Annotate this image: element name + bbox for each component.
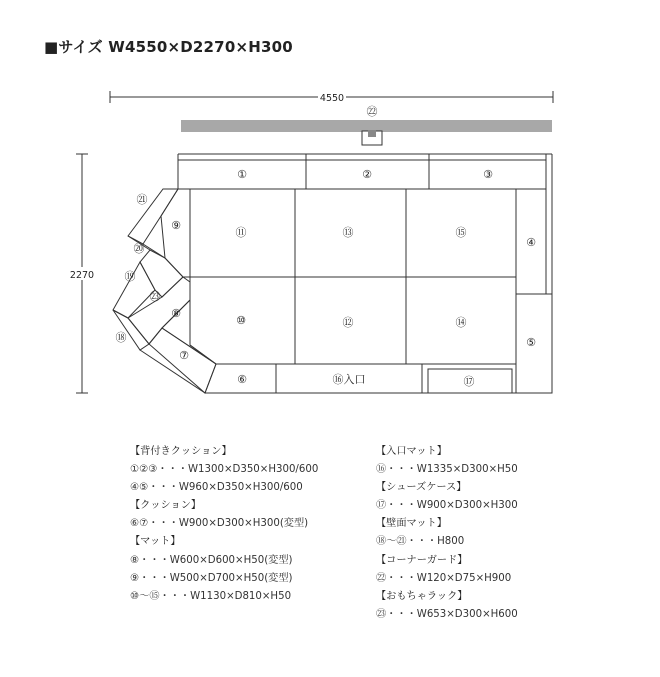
mat-10-number: ⑩ [236,314,246,327]
wall-mat-21 [128,189,178,244]
spec-line: ⑱～㉑・・・H800 [376,536,465,548]
spec-line: ⑧・・・W600×D600×H50(変型) [130,554,293,566]
spec-heading-mat: 【マット】 [130,536,181,548]
width-label: 4550 [319,93,345,104]
spec-line: ⑥⑦・・・W900×D300×H300(変型) [130,518,309,530]
cushion-1-number: ① [237,168,247,181]
wall-mat-18-number: ⑱ [115,331,127,344]
spec-line: ⑰・・・W900×D300×H300 [376,500,518,512]
shoe-case-number: ⑰ [463,375,475,388]
spec-line: ㉒・・・W120×D75×H900 [376,572,512,584]
spec-line: ④⑤・・・W960×D350×H300/600 [130,482,303,494]
corner-guard-bar [181,120,552,132]
specs-right-list [376,443,518,624]
spec-heading-entrance-mat: 【入口マット】 [376,446,447,457]
cushion-5-number: ⑤ [526,336,536,349]
mat-9-number: ⑨ [171,219,181,232]
wall-mat-21-number: ㉑ [136,193,148,206]
spec-line: ㉓・・・W653×D300×H600 [376,608,518,620]
spec-heading-cushion: 【クッション】 [130,500,202,512]
mat-11-number: ⑪ [235,226,247,239]
mat-14-number: ⑭ [455,316,467,329]
cushion-4-number: ④ [526,236,536,249]
spec-heading-wall-mat: 【壁面マット】 [376,518,447,530]
cushion-2-number: ② [362,168,372,181]
cushion-6-number: ⑥ [237,373,247,386]
mat-9 [161,189,190,277]
spec-heading-back-cushion: 【背付きクッション】 [130,446,232,457]
spec-line: ⑯・・・W1335×D300×H50 [376,464,518,476]
spec-line: ⑨・・・W500×D700×H50(変型) [130,572,293,584]
cushion-7-number: ⑦ [179,349,189,362]
toy-rack-number: ㉓ [149,290,161,303]
mat-15-number: ⑮ [455,226,467,239]
spec-line: ①②③・・・W1300×D350×H300/600 [130,464,319,476]
depth-label: 2270 [69,270,95,281]
page-title: ■サイズ W4550×D2270×H300 [44,38,293,56]
wall-mat-20-number: ⑳ [133,242,145,255]
wall-mat-19-number: ⑲ [124,270,136,283]
cushion-3-number: ③ [483,168,493,181]
spec-heading-shoe-case: 【シューズケース】 [376,482,467,494]
spec-heading-corner-guard: 【コーナーガード】 [376,554,468,566]
corner-guard-number: ㉒ [366,105,378,118]
specs-left-list [130,443,318,606]
spec-line: ⑩～⑮・・・W1130×D810×H50 [130,590,292,602]
entrance-mat-label: ⑯入口 [332,373,366,386]
mat-12-number: ⑫ [342,316,354,329]
spec-heading-toy-rack: 【おもちゃラック】 [376,590,468,602]
mat-8-number: ⑧ [171,307,181,320]
mat-13-number: ⑬ [342,226,354,239]
